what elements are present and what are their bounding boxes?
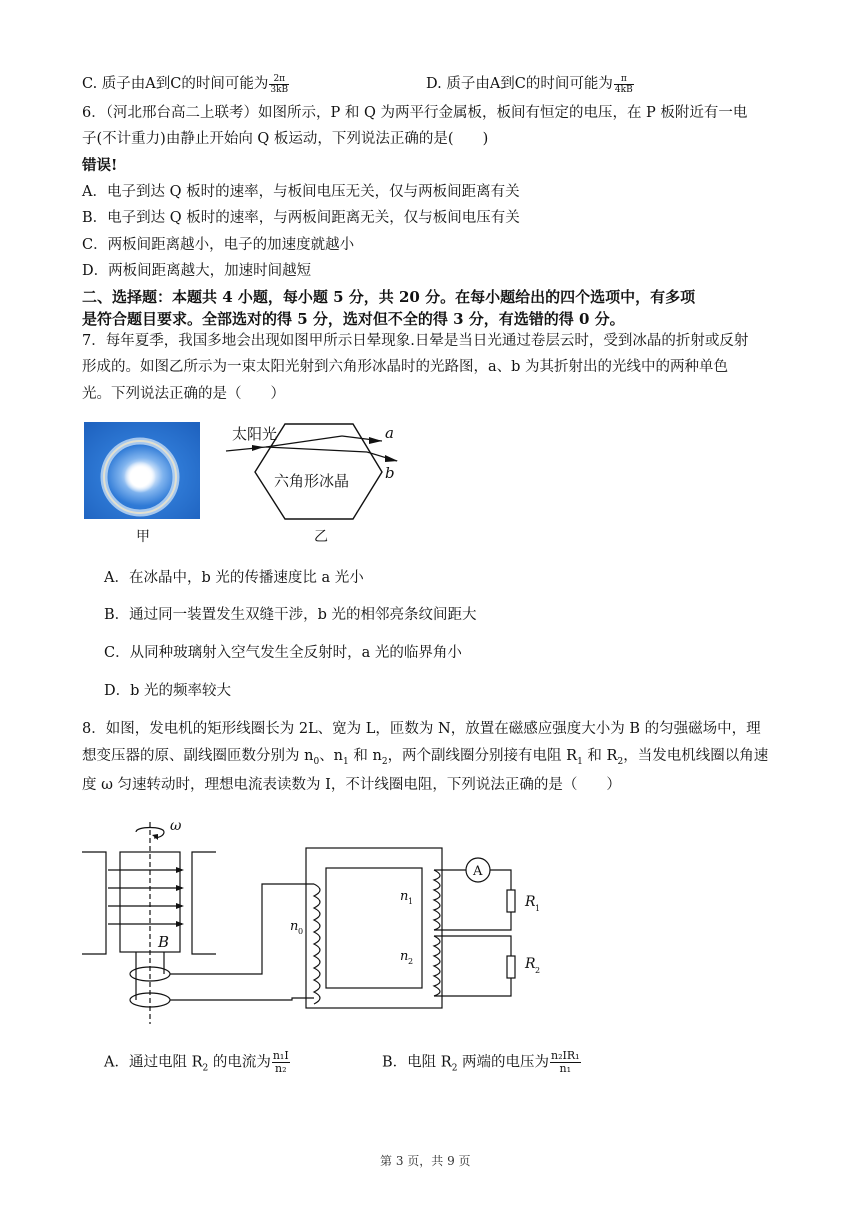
figure-jia-caption: 甲 [136,529,150,545]
q8-a-denominator: n₂ [275,1062,287,1075]
r2-label: R [525,956,536,972]
q8-b-numerator: n₂IR₁ [551,1049,580,1062]
q6-option-a: A．电子到达 Q 板时的速率，与板间电压无关，仅与两板间距离有关 [82,184,520,200]
q8-option-a-fraction [272,1050,290,1075]
r2-sub: 2 [535,966,541,975]
q8-option-a [104,1050,290,1075]
n0-label: n [290,919,299,934]
q8-stem-line1: 8．如图，发电机的矩形线圈长为 2L、宽为 L，匝数为 N，放置在磁感应强度大小为 B 的匀强磁场中，理 [82,721,761,737]
r1-label: R [525,894,536,910]
q7-stem-line3: 光。下列说法正确的是（ ） [82,386,285,402]
q8-a-sub: 2 [202,1063,209,1074]
q7-option-a: A．在冰晶中，b 光的传播速度比 a 光小 [104,570,364,586]
q7-option-d: D．b 光的频率较大 [104,683,232,699]
omega-label: ω [170,818,182,834]
q8-option-b-fraction [550,1050,581,1075]
q8-option-a-tail: 的电流为 [208,1054,271,1071]
q8-b-sub: 2 [451,1063,458,1074]
q6-option-c: C．两板间距离越小，电子的加速度就越小 [82,237,355,253]
sub-1b: 1 [577,756,583,767]
q8-option-a-text: A．通过电阻 R [104,1054,203,1071]
sunlight-label: 太阳光 [232,425,278,443]
page-footer: 第 3 页，共 9 页 [380,1154,471,1168]
crystal-label: 六角形冰晶 [274,472,350,490]
q8-option-b-text: B．电阻 R [382,1054,452,1071]
ray-b-label: b [385,464,395,482]
q5-option-d-fraction [614,74,634,95]
q6-stem-line2: 子(不计重力)由静止开始向 Q 板运动，下列说法正确的是( ) [82,131,489,147]
q8-option-b [382,1050,581,1075]
field-b-label: B [158,933,170,951]
q8-b-denominator: n₁ [559,1062,572,1075]
q5-d-denominator: 4kB [614,84,633,95]
q8-stem2-part-a: 想变压器的原、副线圈匝数分别为 n [82,748,314,764]
q5-c-denominator: 3kB [270,84,289,95]
q7-option-b: B．通过同一装置发生双缝干涉，b 光的相邻亮条纹间距大 [104,607,477,623]
q8-option-b-tail: 两端的电压为 [457,1054,550,1071]
n1-sub: 1 [408,897,414,906]
halo-photo [84,422,200,519]
q7-option-c: C．从同种玻璃射入空气发生全反射时，a 光的临界角小 [104,645,462,661]
n2-sub: 2 [408,957,414,966]
ray-a-label: a [385,424,394,442]
ammeter-label: A [473,864,483,879]
q5-option-d [426,72,634,95]
q7-stem-line2: 形成的。如图乙所示为一束太阳光射到六角形冰晶时的光路图，a、b 为其折射出的光线中的两种单色 [82,359,729,375]
ice-crystal-diagram [222,418,412,523]
r1-sub: 1 [535,904,541,913]
q5-option-c [82,72,289,95]
q8-stem2-part-f: ，当发电机线圈以角速 [623,748,769,764]
section2-heading-line1: 二、选择题：本题共 4 小题，每小题 5 分，共 20 分。在每小题给出的四个选项中，有多项 [82,288,696,306]
n2-label: n [400,949,409,964]
sub-0: 0 [313,756,320,767]
q8-stem-line2 [82,744,768,767]
q5-option-c-text: C. 质子由A到C的时间可能为 [82,76,269,92]
section2-heading-line2: 是符合题目要求。全部选对的得 5 分，选对但不全的得 3 分，有选错的得 0 分。 [82,310,625,328]
figure-yi-caption: 乙 [314,529,328,545]
q8-stem2-part-d: ，两个副线圈分别接有电阻 R [387,748,578,764]
sub-2: 2 [381,756,388,767]
q8-a-numerator: n₁I [272,1049,289,1062]
q5-d-numerator: π [614,74,634,85]
error-marker: 错误! [82,157,118,174]
q8-stem2-part-b: 、n [319,748,344,764]
q6-option-d: D．两板间距离越大，加速时间越短 [82,263,312,279]
q6-option-b: B．电子到达 Q 板时的速率，与两板间距离无关，仅与板间电压有关 [82,210,520,226]
n1-label: n [400,889,409,904]
q5-c-numerator: 2π [269,74,289,85]
q5-option-c-fraction [269,74,289,95]
sub-2b: 2 [617,756,624,767]
q7-stem-line1: 7．每年夏季，我国多地会出现如图甲所示日晕现象.日晕是当日光通过卷层云时，受到冰晶的折射或反射 [82,333,749,349]
sub-1: 1 [343,756,349,767]
q8-stem2-part-e: 和 R [582,748,618,764]
q8-stem2-part-c: 和 n [348,748,382,764]
generator-transformer-circuit [78,812,548,1030]
q6-stem-line1: 6．（河北邢台高二上联考）如图所示，P 和 Q 为两平行金属板，板间有恒定的电压，在 P 板附近有一电 [82,105,748,121]
n0-sub: 0 [298,927,304,936]
q8-stem-line3: 度 ω 匀速转动时，理想电流表读数为 I，不计线圈电阻，下列说法正确的是（ ） [82,777,621,793]
q5-option-d-text: D. 质子由A到C的时间可能为 [426,76,613,92]
